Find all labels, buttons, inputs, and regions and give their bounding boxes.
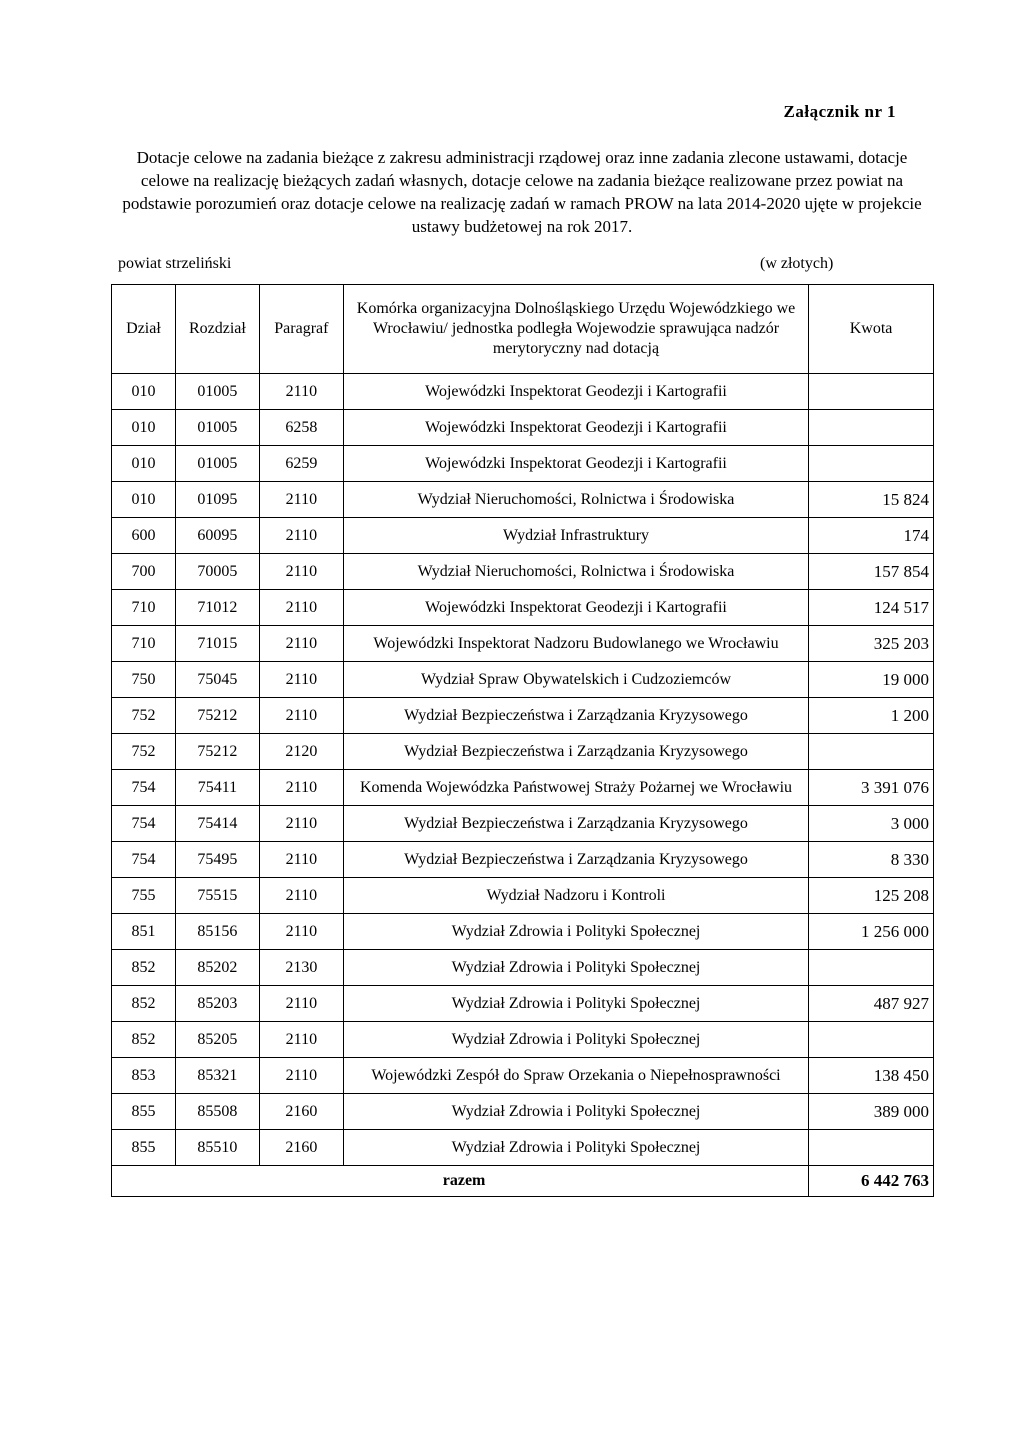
table-row (112, 590, 934, 626)
cell-unit: Wojewódzki Inspektorat Geodezji i Kartografii (343, 446, 808, 482)
table-row (112, 626, 934, 662)
cell-rozdzial: 85205 (175, 1022, 259, 1058)
cell-kwota (809, 374, 934, 410)
cell-paragraf: 2110 (259, 1022, 343, 1058)
cell-paragraf: 2110 (259, 554, 343, 590)
table-row (112, 698, 934, 734)
cell-kwota: 3 000 (809, 806, 934, 842)
cell-kwota: 124 517 (809, 590, 934, 626)
cell-dzial: 852 (112, 1022, 176, 1058)
cell-paragraf: 6259 (259, 446, 343, 482)
cell-kwota (809, 950, 934, 986)
cell-dzial: 700 (112, 554, 176, 590)
cell-dzial: 852 (112, 950, 176, 986)
cell-rozdzial: 85321 (175, 1058, 259, 1094)
cell-dzial: 754 (112, 770, 176, 806)
table-row (112, 878, 934, 914)
cell-dzial: 710 (112, 626, 176, 662)
table-row (112, 734, 934, 770)
cell-paragraf: 2110 (259, 518, 343, 554)
cell-rozdzial: 70005 (175, 554, 259, 590)
cell-kwota: 138 450 (809, 1058, 934, 1094)
cell-paragraf: 2110 (259, 842, 343, 878)
table-header-row (112, 285, 934, 374)
cell-paragraf: 2130 (259, 950, 343, 986)
cell-unit: Wydział Bezpieczeństwa i Zarządzania Kryzysowego (343, 734, 808, 770)
cell-rozdzial: 01095 (175, 482, 259, 518)
cell-dzial: 855 (112, 1094, 176, 1130)
cell-dzial: 851 (112, 914, 176, 950)
cell-rozdzial: 75515 (175, 878, 259, 914)
cell-unit: Wydział Infrastruktury (343, 518, 808, 554)
cell-unit: Wydział Zdrowia i Polityki Społecznej (343, 1130, 808, 1166)
table-row (112, 914, 934, 950)
cell-rozdzial: 71012 (175, 590, 259, 626)
cell-unit: Wydział Bezpieczeństwa i Zarządzania Kryzysowego (343, 698, 808, 734)
header-paragraf: Paragraf (259, 285, 343, 374)
cell-paragraf: 2110 (259, 986, 343, 1022)
cell-rozdzial: 75495 (175, 842, 259, 878)
table-row (112, 446, 934, 482)
table-row (112, 1130, 934, 1166)
cell-paragraf: 2110 (259, 482, 343, 518)
cell-dzial: 600 (112, 518, 176, 554)
table-row (112, 482, 934, 518)
cell-dzial: 752 (112, 734, 176, 770)
table-row (112, 518, 934, 554)
cell-paragraf: 2160 (259, 1130, 343, 1166)
cell-unit: Wojewódzki Inspektorat Geodezji i Kartografii (343, 374, 808, 410)
cell-unit: Wydział Nieruchomości, Rolnictwa i Środowiska (343, 554, 808, 590)
cell-unit: Wydział Zdrowia i Polityki Społecznej (343, 1094, 808, 1130)
cell-kwota: 125 208 (809, 878, 934, 914)
cell-kwota (809, 1022, 934, 1058)
total-label: razem (112, 1166, 809, 1197)
cell-dzial: 710 (112, 590, 176, 626)
cell-rozdzial: 60095 (175, 518, 259, 554)
table-row (112, 1094, 934, 1130)
cell-dzial: 852 (112, 986, 176, 1022)
grants-table (111, 284, 934, 1197)
cell-unit: Wydział Bezpieczeństwa i Zarządzania Kryzysowego (343, 842, 808, 878)
table-row (112, 1022, 934, 1058)
cell-unit: Wydział Nadzoru i Kontroli (343, 878, 808, 914)
cell-paragraf: 2110 (259, 914, 343, 950)
cell-rozdzial: 01005 (175, 446, 259, 482)
cell-rozdzial: 75212 (175, 734, 259, 770)
cell-kwota: 15 824 (809, 482, 934, 518)
cell-unit: Wydział Zdrowia i Polityki Społecznej (343, 914, 808, 950)
cell-paragraf: 2110 (259, 770, 343, 806)
cell-kwota: 487 927 (809, 986, 934, 1022)
header-rozdzial: Rozdział (175, 285, 259, 374)
cell-unit: Komenda Wojewódzka Państwowej Straży Pożarnej we Wrocławiu (343, 770, 808, 806)
cell-kwota: 3 391 076 (809, 770, 934, 806)
cell-rozdzial: 85203 (175, 986, 259, 1022)
cell-kwota (809, 446, 934, 482)
cell-kwota (809, 1130, 934, 1166)
cell-dzial: 755 (112, 878, 176, 914)
cell-kwota: 1 256 000 (809, 914, 934, 950)
intro-paragraph: Dotacje celowe na zadania bieżące z zakresu administracji rządowej oraz inne zadania zlecone ustawami, dotacje celowe na realizację bieżących zadań własnych, dotacje celowe na zadania bieżące realizowane przez powiat na podstawie porozumień oraz dotacje celowe na realizację zadań w ramach PROW na lata 2014-2020 ujęte w projekcie ustawy budżetowej na rok 2017. (122, 148, 922, 236)
cell-rozdzial: 75414 (175, 806, 259, 842)
cell-rozdzial: 01005 (175, 410, 259, 446)
cell-paragraf: 2110 (259, 878, 343, 914)
cell-kwota (809, 410, 934, 446)
cell-unit: Wojewódzki Inspektorat Geodezji i Kartografii (343, 410, 808, 446)
cell-dzial: 010 (112, 482, 176, 518)
cell-dzial: 754 (112, 842, 176, 878)
cell-dzial: 010 (112, 410, 176, 446)
cell-kwota: 325 203 (809, 626, 934, 662)
cell-dzial: 010 (112, 446, 176, 482)
cell-rozdzial: 85508 (175, 1094, 259, 1130)
table-row (112, 950, 934, 986)
cell-kwota: 8 330 (809, 842, 934, 878)
cell-paragraf: 2110 (259, 626, 343, 662)
cell-rozdzial: 85202 (175, 950, 259, 986)
cell-dzial: 853 (112, 1058, 176, 1094)
cell-unit: Wydział Zdrowia i Polityki Społecznej (343, 1022, 808, 1058)
cell-rozdzial: 01005 (175, 374, 259, 410)
cell-rozdzial: 75212 (175, 698, 259, 734)
cell-dzial: 010 (112, 374, 176, 410)
cell-unit: Wojewódzki Inspektorat Geodezji i Kartografii (343, 590, 808, 626)
table-body (112, 374, 934, 1166)
cell-unit: Wydział Spraw Obywatelskich i Cudzoziemców (343, 662, 808, 698)
cell-unit: Wojewódzki Inspektorat Nadzoru Budowlanego we Wrocławiu (343, 626, 808, 662)
cell-kwota: 19 000 (809, 662, 934, 698)
cell-unit: Wojewódzki Zespół do Spraw Orzekania o Niepełnosprawności (343, 1058, 808, 1094)
table-row (112, 986, 934, 1022)
header-dzial: Dział (112, 285, 176, 374)
table-row (112, 374, 934, 410)
cell-unit: Wydział Bezpieczeństwa i Zarządzania Kryzysowego (343, 806, 808, 842)
cell-rozdzial: 85510 (175, 1130, 259, 1166)
table-row (112, 662, 934, 698)
cell-paragraf: 2110 (259, 590, 343, 626)
cell-rozdzial: 71015 (175, 626, 259, 662)
attachment-label: Załącznik nr 1 (783, 102, 896, 121)
cell-dzial: 750 (112, 662, 176, 698)
header-kwota: Kwota (809, 285, 934, 374)
total-row (112, 1166, 934, 1197)
total-amount: 6 442 763 (809, 1166, 934, 1197)
table-row (112, 806, 934, 842)
cell-kwota: 174 (809, 518, 934, 554)
cell-dzial: 752 (112, 698, 176, 734)
cell-kwota: 389 000 (809, 1094, 934, 1130)
cell-kwota: 157 854 (809, 554, 934, 590)
cell-unit: Wydział Zdrowia i Polityki Społecznej (343, 986, 808, 1022)
cell-paragraf: 6258 (259, 410, 343, 446)
cell-paragraf: 2110 (259, 662, 343, 698)
cell-rozdzial: 75411 (175, 770, 259, 806)
header-unit: Komórka organizacyjna Dolnośląskiego Urzędu Wojewódzkiego we Wrocławiu/ jednostka podległa Wojewodzie sprawująca nadzór merytoryczny nad dotacją (343, 285, 808, 374)
cell-paragraf: 2120 (259, 734, 343, 770)
table-row (112, 554, 934, 590)
cell-paragraf: 2160 (259, 1094, 343, 1130)
county-label: powiat strzeliński (118, 255, 232, 272)
cell-unit: Wydział Zdrowia i Polityki Społecznej (343, 950, 808, 986)
table-row (112, 410, 934, 446)
table-row (112, 842, 934, 878)
cell-paragraf: 2110 (259, 374, 343, 410)
currency-unit-note: (w złotych) (760, 255, 834, 272)
cell-kwota (809, 734, 934, 770)
cell-kwota: 1 200 (809, 698, 934, 734)
cell-dzial: 855 (112, 1130, 176, 1166)
cell-rozdzial: 75045 (175, 662, 259, 698)
cell-unit: Wydział Nieruchomości, Rolnictwa i Środowiska (343, 482, 808, 518)
cell-paragraf: 2110 (259, 806, 343, 842)
table-row (112, 770, 934, 806)
cell-dzial: 754 (112, 806, 176, 842)
table-row (112, 1058, 934, 1094)
cell-paragraf: 2110 (259, 698, 343, 734)
cell-paragraf: 2110 (259, 1058, 343, 1094)
cell-rozdzial: 85156 (175, 914, 259, 950)
